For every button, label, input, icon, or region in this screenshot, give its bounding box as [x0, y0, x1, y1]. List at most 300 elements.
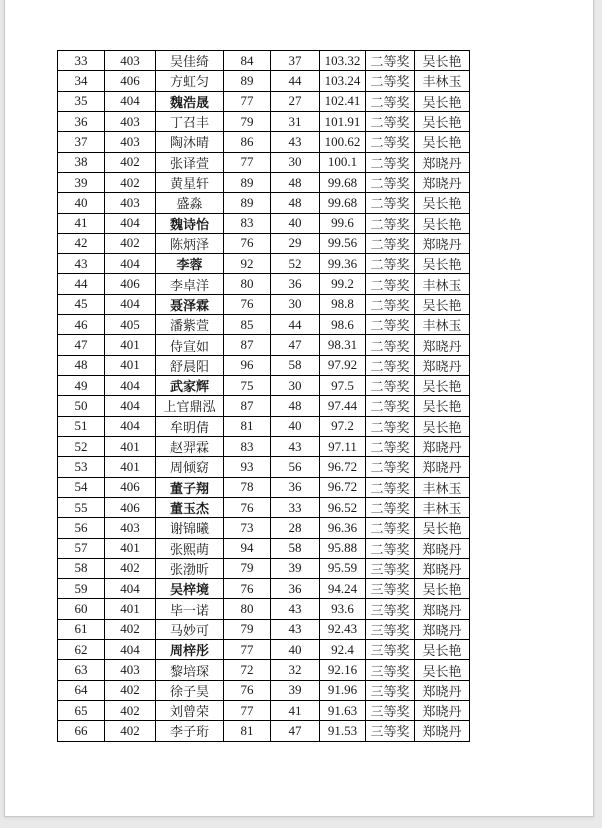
cell-class: 404: [105, 213, 156, 233]
cell-award: 二等奖: [366, 233, 415, 253]
cell-score2: 47: [271, 335, 320, 355]
cell-name: 牟明倩: [156, 416, 224, 436]
cell-total: 98.6: [320, 315, 366, 335]
table-row: [58, 193, 470, 213]
table-row: [58, 376, 470, 396]
cell-teacher: 吴长艳: [415, 213, 470, 233]
cell-score1: 79: [224, 111, 271, 131]
table-row: [58, 477, 470, 497]
cell-rank: 57: [58, 538, 105, 558]
cell-score1: 79: [224, 558, 271, 578]
cell-score1: 89: [224, 172, 271, 192]
cell-rank: 37: [58, 132, 105, 152]
table-row: [58, 497, 470, 517]
cell-total: 98.8: [320, 294, 366, 314]
cell-name: 丁召丰: [156, 111, 224, 131]
cell-name: 武家辉: [156, 376, 224, 396]
cell-class: 403: [105, 51, 156, 71]
table-row: [58, 518, 470, 538]
cell-award: 二等奖: [366, 355, 415, 375]
cell-score1: 96: [224, 355, 271, 375]
cell-total: 96.72: [320, 457, 366, 477]
score-table: [57, 50, 470, 742]
cell-class: 403: [105, 660, 156, 680]
cell-total: 92.4: [320, 640, 366, 660]
cell-teacher: 郑晓丹: [415, 355, 470, 375]
cell-teacher: 郑晓丹: [415, 152, 470, 172]
cell-award: 二等奖: [366, 518, 415, 538]
cell-teacher: 郑晓丹: [415, 436, 470, 456]
cell-teacher: 吴长艳: [415, 660, 470, 680]
cell-rank: 63: [58, 660, 105, 680]
cell-class: 402: [105, 558, 156, 578]
cell-award: 二等奖: [366, 335, 415, 355]
cell-award: 二等奖: [366, 416, 415, 436]
cell-score1: 93: [224, 457, 271, 477]
cell-rank: 55: [58, 497, 105, 517]
cell-score1: 73: [224, 518, 271, 538]
cell-score2: 33: [271, 497, 320, 517]
cell-name: 马妙可: [156, 619, 224, 639]
cell-name: 吴梓境: [156, 579, 224, 599]
cell-award: 二等奖: [366, 172, 415, 192]
cell-rank: 44: [58, 274, 105, 294]
cell-score1: 87: [224, 396, 271, 416]
document-page: [4, 0, 594, 817]
table-row: [58, 680, 470, 700]
table-row: [58, 721, 470, 741]
cell-total: 100.1: [320, 152, 366, 172]
cell-teacher: 郑晓丹: [415, 335, 470, 355]
cell-score1: 78: [224, 477, 271, 497]
cell-score2: 44: [271, 71, 320, 91]
cell-award: 三等奖: [366, 599, 415, 619]
cell-name: 魏浩晟: [156, 91, 224, 111]
cell-award: 二等奖: [366, 274, 415, 294]
cell-total: 91.53: [320, 721, 366, 741]
cell-name: 上官鼎泓: [156, 396, 224, 416]
cell-score2: 56: [271, 457, 320, 477]
cell-score1: 75: [224, 376, 271, 396]
cell-total: 92.43: [320, 619, 366, 639]
cell-total: 96.52: [320, 497, 366, 517]
cell-rank: 46: [58, 315, 105, 335]
cell-score2: 41: [271, 701, 320, 721]
cell-rank: 36: [58, 111, 105, 131]
cell-total: 97.44: [320, 396, 366, 416]
cell-award: 二等奖: [366, 193, 415, 213]
cell-name: 刘曾荣: [156, 701, 224, 721]
cell-class: 401: [105, 599, 156, 619]
table-row: [58, 579, 470, 599]
cell-score2: 40: [271, 416, 320, 436]
cell-rank: 40: [58, 193, 105, 213]
cell-award: 二等奖: [366, 51, 415, 71]
cell-award: 二等奖: [366, 111, 415, 131]
cell-total: 92.16: [320, 660, 366, 680]
cell-class: 404: [105, 416, 156, 436]
cell-teacher: 丰林玉: [415, 497, 470, 517]
table-row: [58, 457, 470, 477]
cell-teacher: 郑晓丹: [415, 599, 470, 619]
cell-award: 二等奖: [366, 376, 415, 396]
cell-class: 406: [105, 71, 156, 91]
cell-name: 徐子昊: [156, 680, 224, 700]
cell-teacher: 丰林玉: [415, 315, 470, 335]
cell-teacher: 吴长艳: [415, 640, 470, 660]
cell-teacher: 郑晓丹: [415, 721, 470, 741]
cell-score1: 89: [224, 193, 271, 213]
cell-name: 聂泽霖: [156, 294, 224, 314]
cell-score2: 40: [271, 640, 320, 660]
cell-name: 张渤昕: [156, 558, 224, 578]
cell-rank: 54: [58, 477, 105, 497]
cell-award: 二等奖: [366, 152, 415, 172]
cell-name: 张熙萌: [156, 538, 224, 558]
cell-score1: 77: [224, 91, 271, 111]
cell-award: 二等奖: [366, 91, 415, 111]
cell-rank: 43: [58, 254, 105, 274]
cell-score2: 40: [271, 213, 320, 233]
cell-score1: 80: [224, 599, 271, 619]
cell-name: 李蓉: [156, 254, 224, 274]
cell-teacher: 丰林玉: [415, 274, 470, 294]
cell-score1: 94: [224, 538, 271, 558]
cell-score2: 28: [271, 518, 320, 538]
cell-score2: 36: [271, 579, 320, 599]
table-row: [58, 111, 470, 131]
cell-score1: 76: [224, 233, 271, 253]
cell-total: 93.6: [320, 599, 366, 619]
cell-rank: 52: [58, 436, 105, 456]
cell-total: 96.72: [320, 477, 366, 497]
cell-score2: 31: [271, 111, 320, 131]
cell-total: 97.2: [320, 416, 366, 436]
cell-award: 三等奖: [366, 660, 415, 680]
cell-score2: 44: [271, 315, 320, 335]
cell-name: 董子翔: [156, 477, 224, 497]
cell-rank: 41: [58, 213, 105, 233]
cell-score1: 87: [224, 335, 271, 355]
cell-award: 三等奖: [366, 619, 415, 639]
cell-name: 毕一诺: [156, 599, 224, 619]
cell-rank: 58: [58, 558, 105, 578]
cell-rank: 49: [58, 376, 105, 396]
cell-score1: 85: [224, 315, 271, 335]
table-row: [58, 91, 470, 111]
cell-class: 402: [105, 619, 156, 639]
table-row: [58, 660, 470, 680]
cell-class: 404: [105, 640, 156, 660]
cell-name: 侍宣如: [156, 335, 224, 355]
cell-total: 99.68: [320, 193, 366, 213]
cell-score1: 83: [224, 213, 271, 233]
cell-score1: 80: [224, 274, 271, 294]
cell-rank: 59: [58, 579, 105, 599]
cell-award: 三等奖: [366, 701, 415, 721]
cell-award: 二等奖: [366, 254, 415, 274]
cell-score2: 43: [271, 599, 320, 619]
cell-award: 二等奖: [366, 132, 415, 152]
cell-rank: 66: [58, 721, 105, 741]
cell-class: 403: [105, 518, 156, 538]
table-row: [58, 213, 470, 233]
cell-rank: 45: [58, 294, 105, 314]
cell-total: 97.11: [320, 436, 366, 456]
cell-teacher: 吴长艳: [415, 254, 470, 274]
cell-score2: 48: [271, 172, 320, 192]
cell-total: 99.36: [320, 254, 366, 274]
cell-teacher: 吴长艳: [415, 51, 470, 71]
cell-score2: 47: [271, 721, 320, 741]
cell-rank: 38: [58, 152, 105, 172]
cell-rank: 34: [58, 71, 105, 91]
cell-rank: 53: [58, 457, 105, 477]
cell-name: 方虹匀: [156, 71, 224, 91]
cell-name: 谢锦曦: [156, 518, 224, 538]
cell-name: 李卓洋: [156, 274, 224, 294]
cell-award: 二等奖: [366, 71, 415, 91]
cell-rank: 48: [58, 355, 105, 375]
cell-score1: 84: [224, 51, 271, 71]
cell-rank: 56: [58, 518, 105, 538]
cell-total: 102.41: [320, 91, 366, 111]
cell-award: 三等奖: [366, 680, 415, 700]
cell-score2: 58: [271, 538, 320, 558]
cell-award: 三等奖: [366, 721, 415, 741]
cell-score1: 72: [224, 660, 271, 680]
cell-class: 404: [105, 579, 156, 599]
cell-total: 99.56: [320, 233, 366, 253]
table-row: [58, 274, 470, 294]
cell-rank: 47: [58, 335, 105, 355]
cell-score2: 36: [271, 477, 320, 497]
cell-teacher: 吴长艳: [415, 416, 470, 436]
cell-total: 98.31: [320, 335, 366, 355]
cell-name: 黄星轩: [156, 172, 224, 192]
cell-class: 405: [105, 315, 156, 335]
cell-score1: 83: [224, 436, 271, 456]
cell-teacher: 郑晓丹: [415, 233, 470, 253]
cell-award: 三等奖: [366, 558, 415, 578]
cell-name: 盛淼: [156, 193, 224, 213]
cell-score2: 37: [271, 51, 320, 71]
table-row: [58, 640, 470, 660]
cell-award: 二等奖: [366, 315, 415, 335]
cell-score2: 36: [271, 274, 320, 294]
cell-total: 103.32: [320, 51, 366, 71]
cell-teacher: 郑晓丹: [415, 558, 470, 578]
cell-name: 魏诗怡: [156, 213, 224, 233]
cell-rank: 65: [58, 701, 105, 721]
table-row: [58, 619, 470, 639]
cell-score2: 39: [271, 680, 320, 700]
cell-class: 406: [105, 274, 156, 294]
cell-score1: 76: [224, 497, 271, 517]
cell-total: 99.68: [320, 172, 366, 192]
cell-score1: 76: [224, 294, 271, 314]
cell-total: 97.5: [320, 376, 366, 396]
cell-total: 96.36: [320, 518, 366, 538]
cell-total: 103.24: [320, 71, 366, 91]
cell-score1: 81: [224, 416, 271, 436]
cell-score1: 92: [224, 254, 271, 274]
cell-total: 100.62: [320, 132, 366, 152]
cell-total: 99.6: [320, 213, 366, 233]
cell-name: 舒晨阳: [156, 355, 224, 375]
cell-score1: 89: [224, 71, 271, 91]
cell-award: 二等奖: [366, 436, 415, 456]
cell-score2: 43: [271, 436, 320, 456]
cell-class: 403: [105, 111, 156, 131]
cell-teacher: 郑晓丹: [415, 457, 470, 477]
cell-teacher: 吴长艳: [415, 396, 470, 416]
cell-rank: 61: [58, 619, 105, 639]
cell-teacher: 吴长艳: [415, 193, 470, 213]
table-row: [58, 254, 470, 274]
cell-award: 二等奖: [366, 213, 415, 233]
cell-class: 404: [105, 396, 156, 416]
cell-name: 董玉杰: [156, 497, 224, 517]
cell-teacher: 吴长艳: [415, 132, 470, 152]
table-row: [58, 416, 470, 436]
cell-score1: 77: [224, 701, 271, 721]
cell-rank: 62: [58, 640, 105, 660]
cell-rank: 35: [58, 91, 105, 111]
cell-teacher: 吴长艳: [415, 518, 470, 538]
cell-teacher: 吴长艳: [415, 111, 470, 131]
cell-class: 401: [105, 436, 156, 456]
cell-rank: 50: [58, 396, 105, 416]
cell-score2: 58: [271, 355, 320, 375]
cell-name: 黎培琛: [156, 660, 224, 680]
cell-class: 402: [105, 172, 156, 192]
cell-award: 二等奖: [366, 294, 415, 314]
cell-class: 403: [105, 193, 156, 213]
cell-teacher: 吴长艳: [415, 579, 470, 599]
table-row: [58, 396, 470, 416]
cell-class: 406: [105, 497, 156, 517]
table-row: [58, 294, 470, 314]
cell-name: 陈炳泽: [156, 233, 224, 253]
cell-class: 402: [105, 701, 156, 721]
cell-class: 401: [105, 457, 156, 477]
cell-rank: 33: [58, 51, 105, 71]
cell-teacher: 丰林玉: [415, 71, 470, 91]
table-row: [58, 152, 470, 172]
cell-class: 402: [105, 680, 156, 700]
cell-total: 95.88: [320, 538, 366, 558]
cell-name: 张译萱: [156, 152, 224, 172]
cell-teacher: 郑晓丹: [415, 701, 470, 721]
cell-teacher: 丰林玉: [415, 477, 470, 497]
table-row: [58, 436, 470, 456]
cell-score2: 52: [271, 254, 320, 274]
cell-rank: 60: [58, 599, 105, 619]
cell-score2: 30: [271, 376, 320, 396]
cell-score1: 76: [224, 680, 271, 700]
cell-award: 二等奖: [366, 477, 415, 497]
table-row: [58, 335, 470, 355]
cell-name: 周倾窈: [156, 457, 224, 477]
cell-score2: 39: [271, 558, 320, 578]
cell-score2: 29: [271, 233, 320, 253]
cell-class: 402: [105, 233, 156, 253]
score-table-body: [58, 51, 470, 742]
table-row: [58, 315, 470, 335]
cell-score2: 30: [271, 152, 320, 172]
cell-name: 吴佳绮: [156, 51, 224, 71]
cell-teacher: 郑晓丹: [415, 172, 470, 192]
cell-score2: 30: [271, 294, 320, 314]
cell-class: 401: [105, 355, 156, 375]
cell-teacher: 吴长艳: [415, 91, 470, 111]
cell-total: 101.91: [320, 111, 366, 131]
table-row: [58, 701, 470, 721]
cell-teacher: 郑晓丹: [415, 538, 470, 558]
cell-teacher: 郑晓丹: [415, 619, 470, 639]
cell-score2: 43: [271, 619, 320, 639]
cell-name: 潘紫萱: [156, 315, 224, 335]
cell-score2: 32: [271, 660, 320, 680]
cell-total: 91.63: [320, 701, 366, 721]
cell-score2: 43: [271, 132, 320, 152]
cell-rank: 39: [58, 172, 105, 192]
cell-total: 97.92: [320, 355, 366, 375]
cell-score1: 77: [224, 640, 271, 660]
cell-class: 401: [105, 335, 156, 355]
cell-score1: 77: [224, 152, 271, 172]
cell-total: 99.2: [320, 274, 366, 294]
table-row: [58, 233, 470, 253]
cell-score1: 81: [224, 721, 271, 741]
cell-class: 404: [105, 376, 156, 396]
cell-class: 402: [105, 152, 156, 172]
cell-class: 401: [105, 538, 156, 558]
table-row: [58, 355, 470, 375]
table-row: [58, 538, 470, 558]
cell-total: 91.96: [320, 680, 366, 700]
cell-award: 二等奖: [366, 538, 415, 558]
table-row: [58, 599, 470, 619]
cell-award: 二等奖: [366, 497, 415, 517]
cell-teacher: 吴长艳: [415, 376, 470, 396]
cell-teacher: 吴长艳: [415, 294, 470, 314]
cell-class: 404: [105, 254, 156, 274]
cell-score1: 86: [224, 132, 271, 152]
cell-total: 95.59: [320, 558, 366, 578]
table-row: [58, 132, 470, 152]
cell-score1: 79: [224, 619, 271, 639]
cell-name: 陶沐晴: [156, 132, 224, 152]
cell-name: 周梓彤: [156, 640, 224, 660]
table-row: [58, 172, 470, 192]
cell-class: 404: [105, 91, 156, 111]
cell-award: 二等奖: [366, 457, 415, 477]
cell-rank: 64: [58, 680, 105, 700]
cell-class: 402: [105, 721, 156, 741]
cell-name: 李子珩: [156, 721, 224, 741]
cell-score1: 76: [224, 579, 271, 599]
cell-class: 404: [105, 294, 156, 314]
cell-rank: 42: [58, 233, 105, 253]
cell-award: 三等奖: [366, 640, 415, 660]
cell-name: 赵羿霖: [156, 436, 224, 456]
table-row: [58, 71, 470, 91]
cell-score2: 48: [271, 193, 320, 213]
cell-rank: 51: [58, 416, 105, 436]
cell-award: 二等奖: [366, 396, 415, 416]
